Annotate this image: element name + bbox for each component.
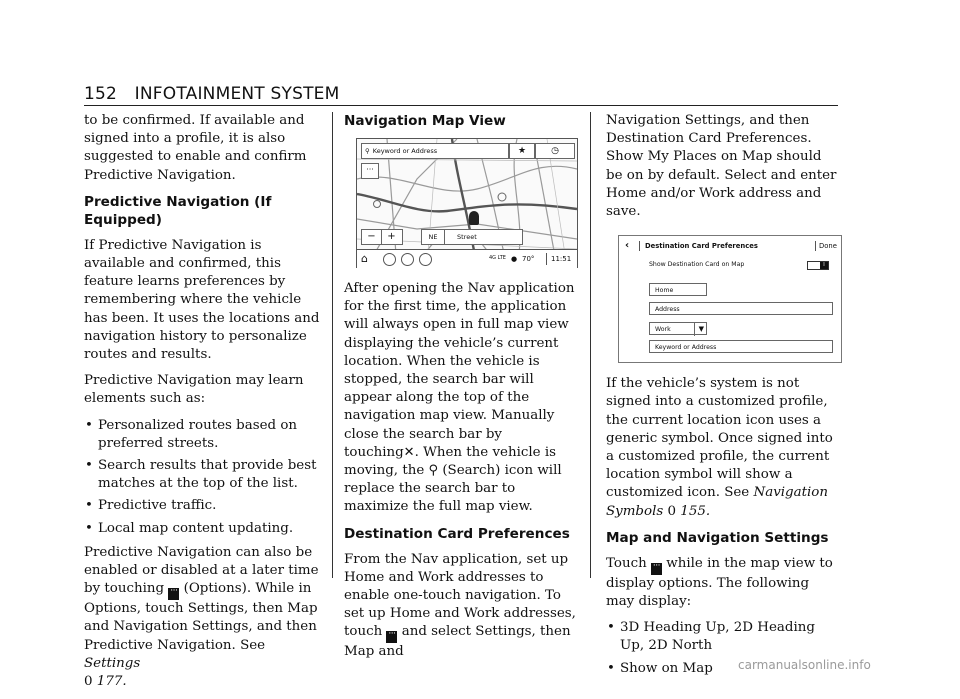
options-icon: ··· (366, 165, 374, 174)
paragraph (344, 551, 578, 662)
list-item: • 3D Heading Up, 2D Heading Up, 2D North (606, 619, 840, 655)
text-run: Touch (606, 555, 647, 571)
text-run: If the vehicle’s system is not signed into a customized profile, the current location icon uses a generic symbol. Once signed into a customized profile, the current location symbol will show a customized icon. See (606, 376, 833, 501)
temperature-label: 70° (522, 255, 535, 263)
keyword-address-field[interactable] (649, 340, 833, 353)
paragraph: to be confirmed. If available and signed into a profile, it is also suggested to enable and confirm Predictive Navigation. (84, 113, 307, 183)
dc-show-row (649, 258, 835, 272)
signal-label: 4G LTE (489, 255, 506, 261)
toggle-knob: I (820, 262, 828, 269)
home-field-label: Home (655, 287, 674, 295)
location-pin-icon: ● (511, 255, 518, 263)
show-destination-label: Show Destination Card on Map (649, 261, 745, 269)
paragraph (606, 555, 840, 611)
column-divider (332, 112, 333, 578)
options-icon: ··· (386, 631, 397, 643)
back-icon[interactable]: ‹ (625, 240, 630, 252)
address-field[interactable] (649, 302, 833, 315)
recents-button[interactable] (535, 143, 575, 159)
section-heading: Destination Card Preferences (344, 525, 570, 542)
text-run: After opening the Nav application for the first time, the application will always open in full map view displaying the vehicle’s current location. When the vehicle is stopped, the search bar will appear along the top of the navigation map view. Manually close the search bar by touching (344, 281, 575, 460)
nav-app-icon[interactable] (419, 253, 432, 266)
done-button[interactable]: Done (819, 242, 837, 251)
map-search-bar[interactable] (361, 143, 509, 159)
list-item: • Personalized routes based on preferred streets. (84, 417, 320, 453)
favorites-button[interactable] (509, 143, 535, 159)
text-run: (Options). While in Options, touch Settings, then Map and Navigation Settings, and then Predictive Navigation. See (84, 581, 318, 653)
list-item: • Local map content updating. (84, 520, 320, 538)
clock-icon: ◷ (551, 146, 559, 156)
search-icon: ⚲ (428, 463, 439, 479)
home-icon[interactable]: ⌂ (361, 252, 368, 265)
work-dropdown[interactable] (649, 322, 707, 335)
page-ref-symbol: 0 (84, 674, 93, 690)
page-number: 152 (84, 84, 118, 104)
zoom-controls (361, 229, 403, 245)
page-ref: 155. (680, 503, 711, 519)
text-run: Predictive Navigation can also be enabled or disabled at a later time by touching (84, 544, 319, 597)
text-run: (Search) icon will replace the search bar to maximize the full map view. (344, 463, 562, 515)
cross-reference: Settings (84, 655, 141, 671)
list-item: • Show on Map (606, 660, 840, 678)
options-icon: ··· (651, 563, 662, 575)
heading-label: NE (422, 230, 445, 244)
page-ref-symbol: 0 (667, 503, 677, 519)
status-divider (546, 253, 547, 265)
header-divider (639, 241, 640, 251)
zoom-in-button[interactable]: + (387, 231, 396, 242)
zoom-out-button[interactable]: − (362, 230, 382, 244)
destination-card-screenshot (618, 235, 842, 363)
header-rule (84, 105, 838, 106)
clock-label: 11:51 (551, 255, 572, 263)
address-field-label: Address (655, 306, 680, 314)
cross-reference: Navigation Symbols (606, 485, 828, 519)
dc-title: Destination Card Preferences (645, 242, 758, 251)
search-placeholder: Keyword or Address (372, 147, 438, 155)
page-ref: 177. (96, 674, 127, 690)
map-options-button[interactable] (361, 163, 379, 179)
show-destination-toggle[interactable] (807, 261, 829, 270)
text-run: From the Nav application, set up Home and Work addresses to enable one-touch navigation. To set up Home and Work addresses, touch (344, 551, 576, 640)
paragraph (344, 280, 578, 517)
options-icon: ··· (168, 588, 179, 600)
close-icon: ✕ (403, 444, 415, 460)
home-field[interactable] (649, 283, 707, 296)
dc-header (619, 236, 841, 256)
keyword-field-label: Keyword or Address (655, 344, 717, 352)
text-run: while in the map view to display options. The following may display: (606, 555, 833, 610)
paragraph (606, 375, 840, 521)
street-label: Street (457, 233, 477, 241)
search-icon: ⚲ (365, 147, 370, 155)
column-middle (344, 112, 578, 670)
audio-app-icon[interactable] (383, 253, 396, 266)
nav-map-screenshot (356, 138, 578, 268)
bullet-list (84, 417, 320, 538)
list-item: • Search results that provide best matches at the top of the list. (84, 457, 320, 493)
phone-app-icon[interactable] (401, 253, 414, 266)
section-title: INFOTAINMENT SYSTEM (134, 84, 340, 104)
section-heading: Predictive Navigation (If Equipped) (84, 193, 272, 228)
watermark: carmanualsonline.info (738, 658, 871, 672)
column-left (84, 112, 320, 699)
paragraph: If Predictive Navigation is available and confirmed, this feature learns preferences by remembering where the vehicle has been. It uses the locations and navigation history to personalize routes and results. (84, 237, 320, 363)
header-divider (815, 241, 816, 251)
text-run: . When the vehicle is moving, the (344, 444, 556, 479)
paragraph: Navigation Settings, and then Destination Card Preferences. Show My Places on Map should be on by default. Select and enter Home and/or Work address and save. (606, 113, 837, 220)
status-bar (357, 249, 577, 268)
paragraph: Predictive Navigation may learn elements such as: (84, 373, 304, 407)
text-run: and select Settings, then Map and (344, 624, 571, 660)
star-icon: ★ (517, 146, 527, 156)
paragraph (84, 544, 320, 691)
work-dropdown-label: Work (655, 326, 671, 334)
page-header (84, 84, 339, 104)
section-heading: Navigation Map View (344, 113, 506, 129)
section-heading: Map and Navigation Settings (606, 529, 829, 546)
vehicle-location-icon (469, 211, 479, 225)
column-right (606, 112, 840, 684)
street-info-bar (421, 229, 523, 245)
column-divider (590, 112, 591, 578)
chevron-down-icon: ▼ (694, 323, 704, 336)
list-item: • Predictive traffic. (84, 497, 320, 515)
